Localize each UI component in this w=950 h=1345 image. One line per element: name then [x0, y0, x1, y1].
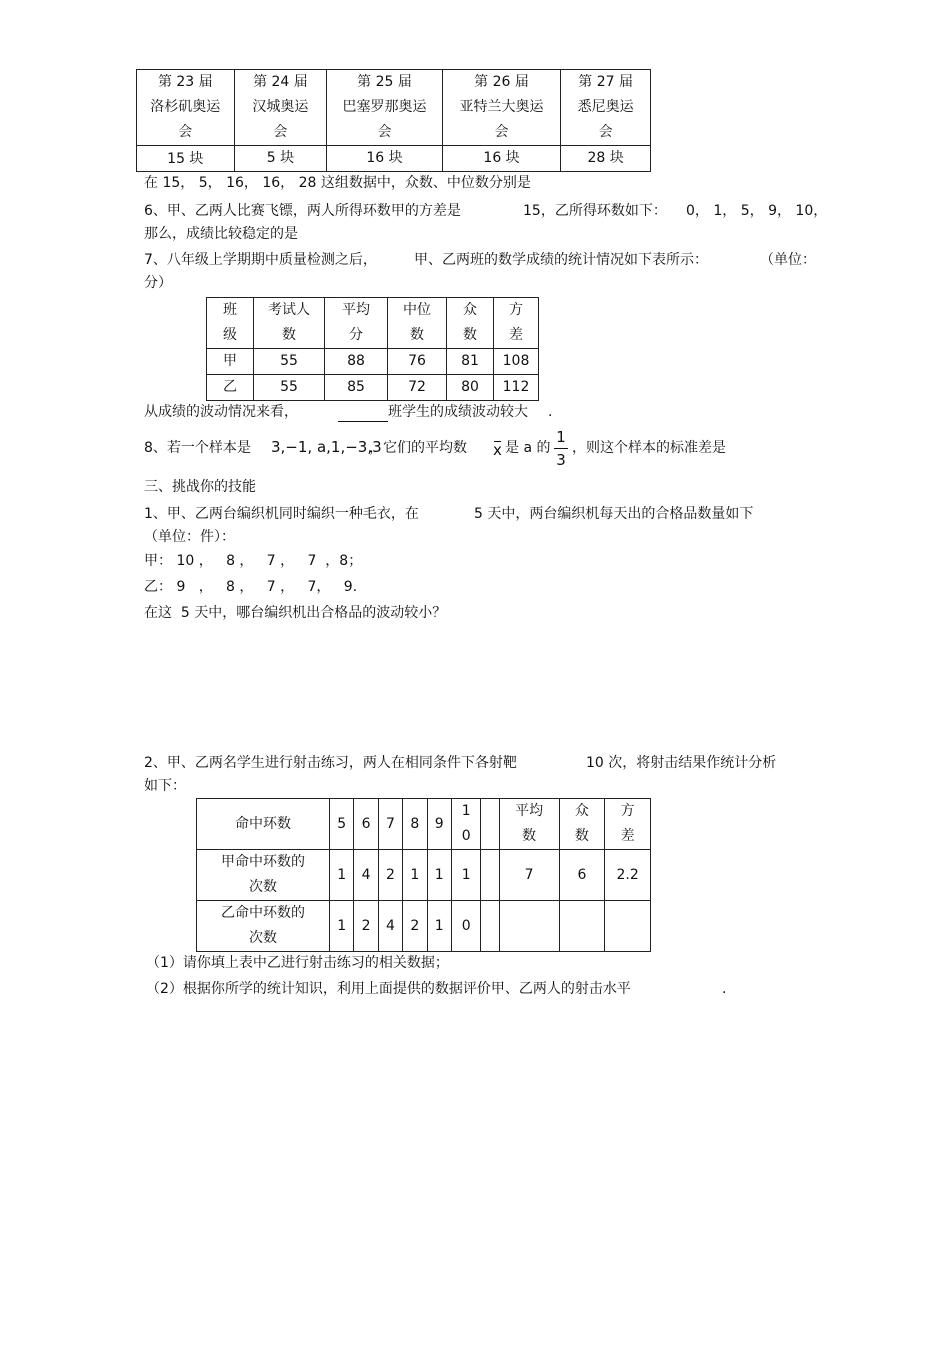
table-spacer-cell: [481, 850, 499, 901]
table-header-cell: 平均 数: [499, 799, 559, 850]
table-cell: 4: [378, 901, 402, 952]
q8-mid: ，它们的平均数: [369, 440, 467, 456]
table-cell: 0: [451, 901, 480, 952]
table-cell: 1: [451, 850, 480, 901]
table-cell: 7: [499, 850, 559, 901]
p2-question-2-end: .: [722, 981, 727, 997]
table-cell: 28 块: [561, 146, 651, 172]
table-cell: 甲: [207, 349, 254, 375]
q6-text-2: 那么，成绩比较稳定的是: [144, 226, 298, 242]
table-header-cell: 方 差: [605, 799, 651, 850]
table-header-cell: 7: [378, 799, 402, 850]
olympics-table: [136, 69, 651, 172]
q7-text: 7、八年级上学期期中质量检测之后，: [144, 252, 377, 268]
table-cell: 2: [354, 901, 378, 952]
q6-text-b: 15，乙所得环数如下：: [523, 203, 667, 219]
p1-jia-data: 甲： 10 ， 8 ， 7 ， 7 ，8；: [144, 553, 363, 569]
table-cell: 2: [378, 850, 402, 901]
table-cell: 72: [388, 375, 447, 401]
table-header-cell: 考试人 数: [254, 298, 325, 349]
table-spacer-cell: [481, 901, 499, 952]
table-header-cell: 方 差: [494, 298, 539, 349]
q8-sample: 3,−1, a,1,−3,3: [271, 438, 382, 456]
q7-text-c: （单位：: [760, 252, 816, 268]
q6-values: 0， 1， 5， 9， 10，: [686, 203, 828, 219]
p2-question-2: （2）根据你所学的统计知识，利用上面提供的数据评价甲、乙两人的射击水平: [146, 981, 631, 997]
p2-text: 2、甲、乙两名学生进行射击练习，两人在相同条件下各射靶: [144, 755, 517, 771]
q7-answer-suffix: 班学生的成绩波动较大: [388, 404, 528, 420]
table-header-cell: 平均 分: [325, 298, 388, 349]
table-cell: 2.2: [605, 850, 651, 901]
q8-prefix: 8、若一个样本是: [144, 440, 251, 456]
table-cell: 1: [403, 850, 427, 901]
q7-answer-line: 从成绩的波动情况来看， 班学生的成绩波动较大 .: [144, 404, 553, 420]
p1-text: 1、甲、乙两台编织机同时编织一种毛衣，在: [144, 506, 419, 522]
table-cell: 55: [254, 375, 325, 401]
table-cell: 16 块: [327, 146, 443, 172]
p1-text-b: 5 天中，两台编织机每天出的合格品数量如下: [474, 506, 754, 522]
table-header-cell: 命中环数: [197, 799, 330, 850]
table-header-cell: 第 27 届 悉尼奥运 会: [561, 70, 651, 146]
table-header-cell: 9: [427, 799, 451, 850]
fill-in-cell[interactable]: [559, 901, 605, 952]
q5-text: 在 15， 5， 16， 16， 28 这组数据中，众数、中位数分别是: [144, 175, 531, 191]
table-cell: 85: [325, 375, 388, 401]
table-cell: 2: [403, 901, 427, 952]
table-cell: 108: [494, 349, 539, 375]
x-bar-symbol: x: [493, 441, 502, 459]
table-cell: 76: [388, 349, 447, 375]
table-row: [197, 850, 651, 901]
fraction-one-third: [554, 427, 568, 470]
table-cell: 1: [427, 850, 451, 901]
table-header-cell: 班 级: [207, 298, 254, 349]
table-header-cell: 第 23 届 洛杉矶奥运 会: [137, 70, 235, 146]
fill-in-cell[interactable]: [605, 901, 651, 952]
table-header-cell: 第 24 届 汉城奥运 会: [234, 70, 327, 146]
table-cell: 1: [427, 901, 451, 952]
p1-question: 在这 5 天中，哪台编织机出合格品的波动较小？: [144, 605, 447, 621]
q6-text: 6、甲、乙两人比赛飞镖，两人所得环数甲的方差是: [144, 203, 461, 219]
fraction-denominator: 3: [556, 451, 566, 469]
p2-text-b: 10 次，将射击结果作统计分析: [586, 755, 777, 771]
table-cell: 80: [447, 375, 494, 401]
fill-in-cell[interactable]: [499, 901, 559, 952]
table-row: [137, 70, 651, 146]
table-header-cell: 中位 数: [388, 298, 447, 349]
p2-text-2: 如下：: [144, 778, 186, 794]
q7-answer-prefix: 从成绩的波动情况来看，: [144, 404, 298, 420]
table-header-cell: 第 25 届 巴塞罗那奥运 会: [327, 70, 443, 146]
table-cell: 1: [330, 901, 354, 952]
table-row: [197, 901, 651, 952]
table-cell: 6: [559, 850, 605, 901]
table-row: [207, 298, 539, 349]
table-row-label: 甲命中环数的 次数: [197, 850, 330, 901]
p1-yi-data: 乙： 9 ， 8 ， 7 ， 7， 9.: [144, 579, 358, 595]
table-row-label: 乙命中环数的 次数: [197, 901, 330, 952]
table-header-cell: 众 数: [559, 799, 605, 850]
section-title: 三、挑战你的技能: [144, 479, 256, 495]
table-cell: 81: [447, 349, 494, 375]
table-cell: 112: [494, 375, 539, 401]
p2-question-1: （1）请你填上表中乙进行射击练习的相关数据；: [146, 955, 449, 971]
table-row: [207, 375, 539, 401]
table-header-cell: 5: [330, 799, 354, 850]
q7-text-2: 分）: [144, 275, 172, 291]
q8-suffix: ，则这个样本的标准差是: [572, 440, 726, 456]
table-header-cell: 6: [354, 799, 378, 850]
table-cell: 15 块: [137, 146, 235, 172]
table-row: [207, 349, 539, 375]
fraction-numerator: 1: [556, 428, 566, 446]
table-header-cell: 8: [403, 799, 427, 850]
table-cell: 16 块: [442, 146, 561, 172]
q7-text-b: 甲、乙两班的数学成绩的统计情况如下表所示：: [414, 252, 708, 268]
table-spacer-cell: [481, 799, 499, 850]
table-cell: 乙: [207, 375, 254, 401]
table-cell: 55: [254, 349, 325, 375]
p1-unit: （单位：件）：: [144, 529, 235, 545]
table-cell: 88: [325, 349, 388, 375]
class-stats-table: [206, 297, 539, 401]
table-row: [197, 799, 651, 850]
table-header-cell: 第 26 届 亚特兰大奥运 会: [442, 70, 561, 146]
table-cell: 4: [354, 850, 378, 901]
table-cell: 1: [330, 850, 354, 901]
q8-is-a: 是 a 的: [505, 440, 551, 456]
answer-blank[interactable]: [338, 405, 388, 422]
table-header-cell: 众 数: [447, 298, 494, 349]
table-cell: 5 块: [234, 146, 327, 172]
table-header-cell: 1 0: [451, 799, 480, 850]
table-row: [137, 146, 651, 172]
shooting-table: [196, 798, 651, 952]
